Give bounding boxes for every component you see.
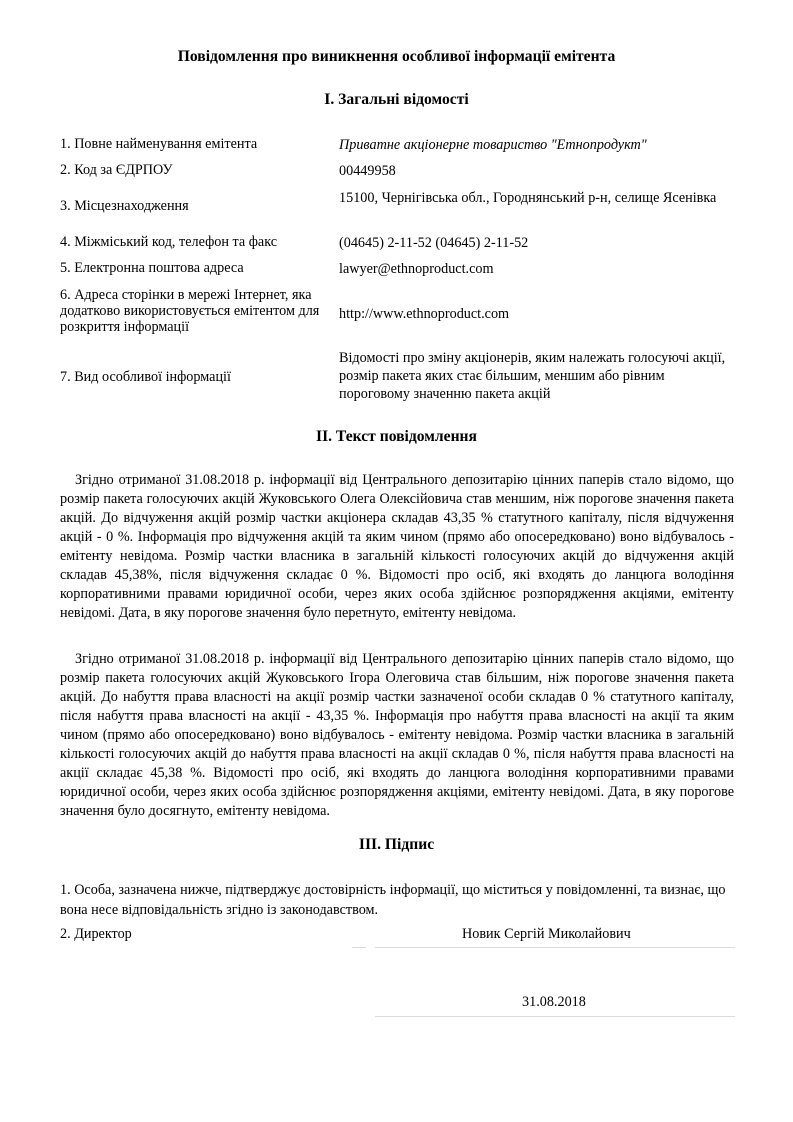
signature-line-short	[352, 947, 366, 948]
message-paragraph: Згідно отриманої 31.08.2018 р. інформації від Центрального депозитарію цінних паперів стало відомо, що розмір пакета голосуючих акцій Жуковського Ігора Олеговича став більшим, ніж порогове значення пакета акцій. До набуття права власності на акції розмір частки зазначеної особи складав 0 % статутного капіталу, після набуття права власності на акції - 43,35 %. Інформація про набуття права власності на акції та яким чином (прямо або опосередковано) воно відбувалось - емітенту невідома. Розмір частки власника в загальній кількості голосуючих акцій до набуття права власності на акції складав 0 %, після набуття права власності на акції складає 45,38 %. Відомості про осіб, які входять до ланцюга володіння корпоративними правами юридичної особи, через яких особа здійснює розпорядження акціями, емітенту невідомі. Дата, в яку порогове значення було досягнуто, емітенту невідома.	[60, 651, 734, 819]
info-value: Приватне акціонерне товариство "Етнопродукт"	[339, 137, 647, 153]
signer-position-label: 2. Директор	[60, 926, 132, 942]
info-label: 6. Адреса сторінки в мережі Інтернет, яка додатково використовується емітентом для розкриття інформації	[60, 287, 320, 335]
message-paragraph: Згідно отриманої 31.08.2018 р. інформації від Центрального депозитарію цінних паперів стало відомо, що розмір пакета голосуючих акцій Жуковського Олега Олексійовича став меншим, ніж порогове значення пакета акцій. До відчуження акцій розмір частки акціонера складав 43,35 % статутного капіталу, після відчуження акцій - 0 %. Інформація про відчуження акцій та яким чином (прямо або опосередковано) воно відбувалось - емітенту невідома. Розмір частки власника в загальній кількості голосуючих акцій до відчуження акцій складав 45,38%, після відчуження складає 0 %. Відомості про осіб, які входять до ланцюга володіння корпоративними правами юридичної особи, через яких особа здійснює розпорядження акціями, емітенту невідомі. Дата, в яку порогове значення було перетнуто, емітенту невідома.	[60, 472, 734, 621]
signature-statement: 1. Особа, зазначена нижче, підтверджує достовірність інформації, що міститься у повідомленні, та визнає, що вона несе відповідальність згідно із законодавством.	[60, 882, 726, 918]
info-label: 5. Електронна поштова адреса	[60, 260, 244, 276]
info-label: 2. Код за ЄДРПОУ	[60, 162, 173, 178]
signature-line	[375, 947, 735, 948]
info-label: 4. Міжміський код, телефон та факс	[60, 234, 278, 250]
info-value: (04645) 2-11-52 (04645) 2-11-52	[339, 235, 529, 251]
info-value: lawyer@ethnoproduct.com	[339, 261, 494, 277]
document-title: Повідомлення про виникнення особливої інформації емітента	[177, 48, 616, 65]
info-value: http://www.ethnoproduct.com	[339, 306, 510, 322]
info-value: Відомості про зміну акціонерів, яким належать голосуючі акції, розмір пакета яких стає більшим, меншим або рівним пороговому значенню пакета акцій	[339, 350, 726, 402]
info-label: 1. Повне найменування емітента	[60, 136, 258, 152]
info-label: 3. Місцезнаходження	[60, 198, 189, 214]
signer-name: Новик Сергій Миколайович	[462, 926, 631, 942]
date-line	[375, 1016, 735, 1017]
info-value: 15100, Чернігівська обл., Городнянський р-н, селище Ясенівка	[339, 190, 717, 206]
signature-date: 31.08.2018	[522, 994, 586, 1010]
section-2-heading: ІІ. Текст повідомлення	[316, 428, 477, 445]
section-1-heading: І. Загальні відомості	[324, 91, 469, 108]
info-label: 7. Вид особливої інформації	[60, 369, 231, 385]
section-3-heading: ІІІ. Підпис	[358, 836, 435, 853]
info-value: 00449958	[339, 163, 396, 179]
